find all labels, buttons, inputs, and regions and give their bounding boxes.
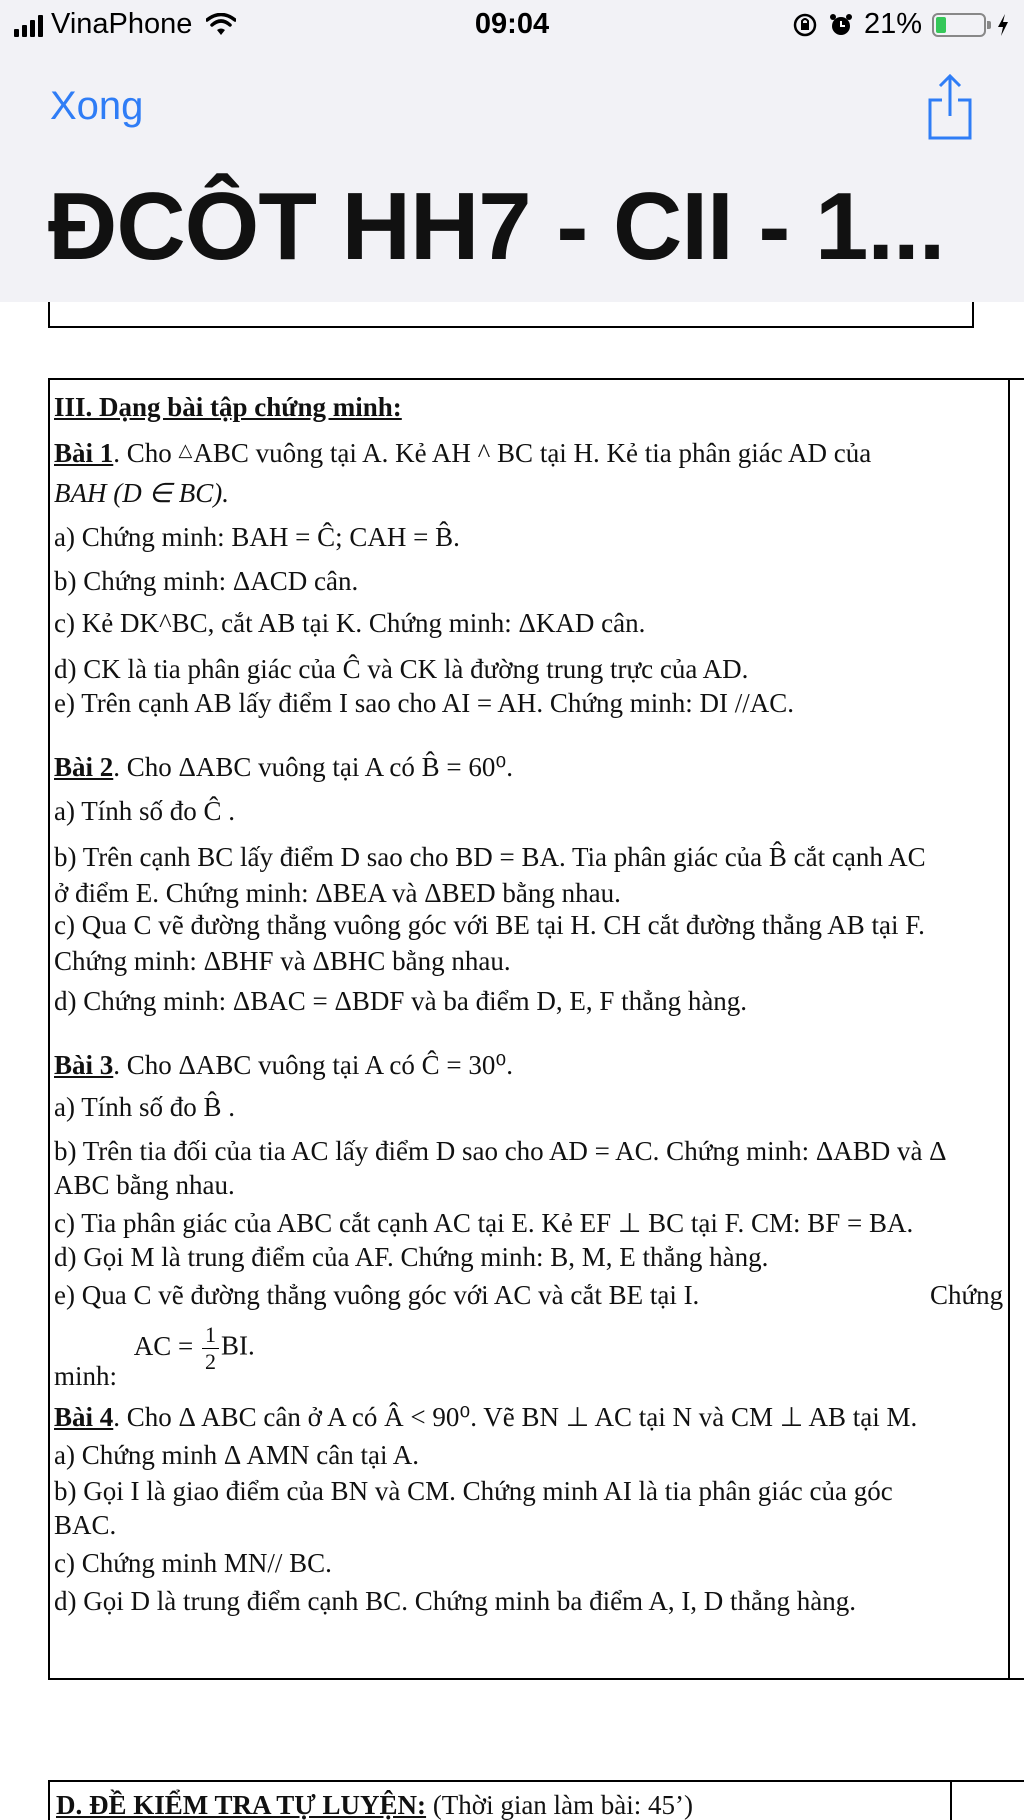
bai3-e2: minh: AC = $\frac{1}{2}$ BI.	[54, 1322, 255, 1391]
bai3-a: a) Tính số đo B̂ .	[54, 1092, 235, 1122]
bai2-d: d) Chứng minh: ΔBAC = ΔBDF và ba điểm D, E, F thẳng hàng.	[54, 986, 748, 1016]
bai3-b1: b) Trên tia đối của tia AC lấy điểm D sao cho AD = AC. Chứng minh: ΔABD và Δ	[54, 1136, 947, 1166]
bai1-line1: Bài 1. Cho △ABC vuông tại A. Kẻ AH ^ BC tại H. Kẻ tia phân giác AD của	[54, 438, 872, 468]
nav-header	[0, 52, 1024, 302]
bai2-label: Bài 2	[54, 752, 114, 782]
bai2-c2: Chứng minh: ΔBHF và ΔBHC bằng nhau.	[54, 946, 511, 976]
orientation-lock-icon	[792, 12, 818, 38]
bai3-b2: ABC bằng nhau.	[54, 1170, 235, 1200]
bai4-b1: b) Gọi I là giao điểm của BN và CM. Chứng minh AI là tia phân giác của góc	[54, 1476, 893, 1506]
section-heading: III. Dạng bài tập chứng minh:	[54, 392, 402, 422]
clock: 09:04	[474, 8, 550, 40]
bai4-d: d) Gọi D là trung điểm cạnh BC. Chứng minh ba điểm A, I, D thẳng hàng.	[54, 1586, 857, 1616]
bai1-c: c) Kẻ DK^BC, cắt AB tại K. Chứng minh: ΔKAD cân.	[54, 608, 646, 638]
table-border	[48, 326, 974, 328]
bai3-line1: Bài 3. Cho ΔABC vuông tại A có Ĉ = 30⁰.	[54, 1050, 513, 1080]
bai2-c1: c) Qua C vẽ đường thẳng vuông góc với BE tại H. CH cắt đường thẳng AB tại F.	[54, 910, 925, 940]
table-border	[1008, 378, 1010, 1680]
bai3-d: d) Gọi M là trung điểm của AF. Chứng minh: B, M, E thẳng hàng.	[54, 1242, 769, 1272]
bai3-e1: e) Qua C vẽ đường thẳng vuông góc với AC và cắt BE tại I.	[54, 1280, 700, 1310]
bai2-b1: b) Trên cạnh BC lấy điểm D sao cho BD = BA. Tia phân giác của B̂ cắt cạnh AC	[54, 842, 926, 872]
table-border	[48, 302, 50, 328]
battery-icon	[932, 13, 986, 37]
bai3-c: c) Tia phân giác của ABC cắt cạnh AC tại E. Kẻ EF ⊥ BC tại F. CM: BF = BA.	[54, 1208, 914, 1238]
document-view[interactable]	[0, 302, 1024, 1820]
alarm-icon	[828, 12, 854, 38]
table-border	[48, 378, 1024, 380]
triangle-icon: △	[178, 440, 193, 461]
carrier-name: VinaPhone	[51, 8, 193, 40]
bai2-a: a) Tính số đo Ĉ .	[54, 796, 235, 826]
bai1-b: b) Chứng minh: ΔACD cân.	[54, 566, 359, 596]
table-border	[48, 378, 50, 1680]
bai4-label: Bài 4	[54, 1402, 114, 1432]
bai4-b2: BAC.	[54, 1510, 117, 1540]
bai2-line1: Bài 2. Cho ΔABC vuông tại A có B̂ = 60⁰.	[54, 752, 513, 782]
fraction: $\frac{1}{2}$	[202, 1322, 219, 1375]
table-border	[48, 1780, 50, 1820]
done-button[interactable]: Xong	[50, 84, 144, 128]
battery-percent: 21%	[863, 8, 922, 40]
bai1-label: Bài 1	[54, 438, 114, 468]
bai1-e: e) Trên cạnh AB lấy điểm I sao cho AI = AH. Chứng minh: DI //AC.	[54, 688, 795, 718]
page-title: ĐCÔT HH7 - CII - 1...	[48, 173, 945, 280]
bai4-a: a) Chứng minh Δ AMN cân tại A.	[54, 1440, 419, 1470]
footer-heading: D. ĐỀ KIỂM TRA TỰ LUYỆN: (Thời gian làm bài: 45’)	[56, 1790, 694, 1820]
bai1-d: d) CK là tia phân giác của Ĉ và CK là đường trung trực của AD.	[54, 654, 749, 684]
bai4-c: c) Chứng minh MN// BC.	[54, 1548, 332, 1578]
status-bar	[0, 0, 1024, 52]
table-border	[48, 1678, 1024, 1680]
share-icon[interactable]	[924, 72, 976, 142]
bai4-line1: Bài 4. Cho Δ ABC cân ở A có Â < 90⁰. Vẽ BN ⊥ AC tại N và CM ⊥ AB tại M.	[54, 1402, 918, 1432]
table-border	[48, 1780, 1024, 1782]
bai2-b2: ở điểm E. Chứng minh: ΔBEA và ΔBED bằng nhau.	[54, 878, 621, 908]
bai1-line2: BAH (D ∈ BC).	[54, 478, 229, 508]
charging-bolt-icon	[996, 13, 1010, 37]
status-right	[792, 8, 1010, 41]
table-border	[972, 302, 974, 328]
bai1-a: a) Chứng minh: BAH = Ĉ; CAH = B̂.	[54, 522, 460, 552]
table-border	[950, 1780, 952, 1820]
bai3-e1-right: Chứng	[930, 1280, 1004, 1310]
bai3-label: Bài 3	[54, 1050, 114, 1080]
